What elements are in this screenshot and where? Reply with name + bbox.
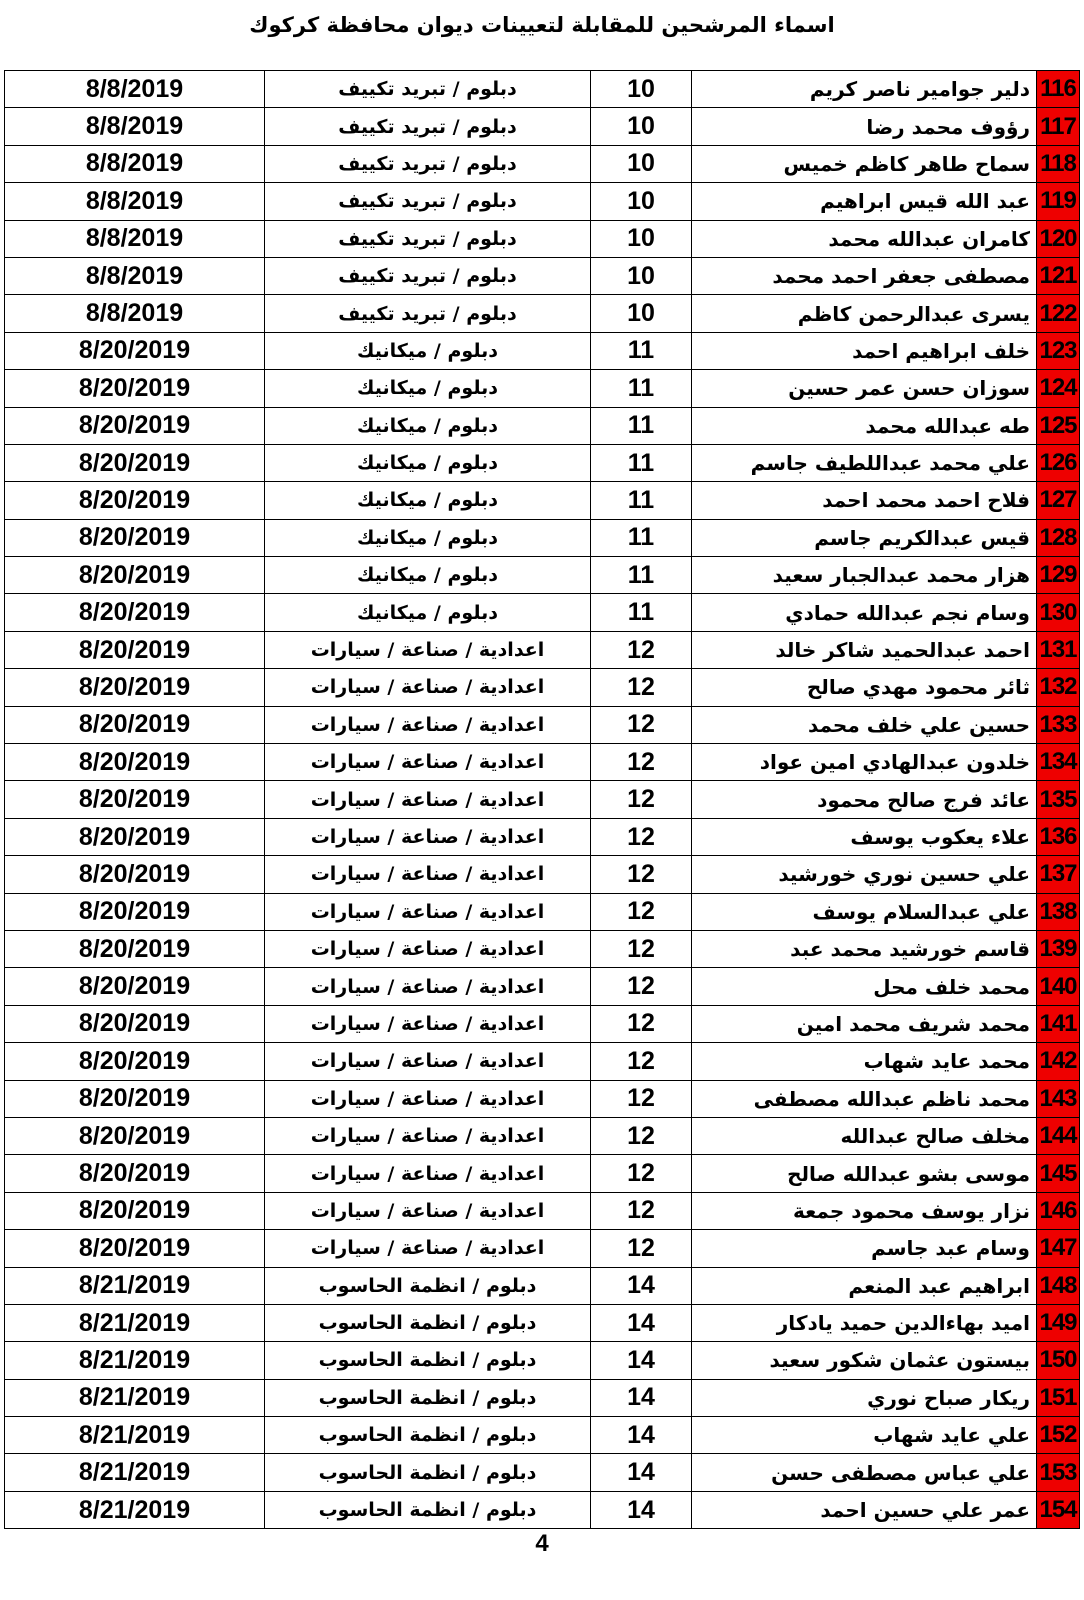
candidate-name-cell: موسى بشو عبدالله صالح	[692, 1155, 1037, 1192]
table-row	[5, 257, 1080, 294]
group-number-cell: 12	[591, 1155, 692, 1192]
table-row	[5, 1117, 1080, 1154]
table-row	[5, 1454, 1080, 1491]
interview-date-cell: 8/21/2019	[5, 1304, 265, 1341]
table-row	[5, 594, 1080, 631]
serial-number-cell: 144	[1037, 1117, 1080, 1154]
group-number-cell: 12	[591, 1043, 692, 1080]
table-row	[5, 444, 1080, 481]
specialization-cell: دبلوم / انظمة الحاسوب	[265, 1267, 591, 1304]
candidate-name-cell: محمد عايد شهاب	[692, 1043, 1037, 1080]
serial-number-cell: 129	[1037, 557, 1080, 594]
interview-date-cell: 8/21/2019	[5, 1379, 265, 1416]
interview-date-cell: 8/20/2019	[5, 519, 265, 556]
group-number-cell: 10	[591, 220, 692, 257]
specialization-cell: اعدادية / صناعة / سيارات	[265, 1080, 591, 1117]
specialization-cell: اعدادية / صناعة / سيارات	[265, 893, 591, 930]
group-number-cell: 10	[591, 71, 692, 108]
serial-number-cell: 131	[1037, 631, 1080, 668]
serial-number-cell: 116	[1037, 71, 1080, 108]
candidate-name-cell: فلاح احمد محمد احمد	[692, 482, 1037, 519]
page-number: 4	[535, 1530, 549, 1557]
serial-number-cell: 146	[1037, 1192, 1080, 1229]
interview-date-cell: 8/21/2019	[5, 1491, 265, 1528]
serial-number-cell: 137	[1037, 856, 1080, 893]
table-row	[5, 669, 1080, 706]
specialization-cell: اعدادية / صناعة / سيارات	[265, 968, 591, 1005]
interview-date-cell: 8/21/2019	[5, 1267, 265, 1304]
specialization-cell: دبلوم / ميكانيك	[265, 594, 591, 631]
table-row	[5, 71, 1080, 108]
specialization-cell: دبلوم / انظمة الحاسوب	[265, 1304, 591, 1341]
candidate-name-cell: حسين علي خلف محمد	[692, 706, 1037, 743]
serial-number-cell: 135	[1037, 781, 1080, 818]
interview-date-cell: 8/20/2019	[5, 594, 265, 631]
interview-date-cell: 8/8/2019	[5, 108, 265, 145]
group-number-cell: 11	[591, 594, 692, 631]
serial-number-cell: 147	[1037, 1230, 1080, 1267]
specialization-cell: دبلوم / ميكانيك	[265, 370, 591, 407]
serial-number-cell: 142	[1037, 1043, 1080, 1080]
candidate-name-cell: نزار يوسف محمود جمعة	[692, 1192, 1037, 1229]
table-row	[5, 856, 1080, 893]
table-row	[5, 220, 1080, 257]
serial-number-cell: 123	[1037, 332, 1080, 369]
candidate-name-cell: علي عايد شهاب	[692, 1417, 1037, 1454]
group-number-cell: 12	[591, 1080, 692, 1117]
serial-number-cell: 124	[1037, 370, 1080, 407]
interview-date-cell: 8/21/2019	[5, 1454, 265, 1491]
candidate-name-cell: مصطفى جعفر احمد محمد	[692, 257, 1037, 294]
candidate-name-cell: اميد بهاءالدين حميد يادكار	[692, 1304, 1037, 1341]
specialization-cell: اعدادية / صناعة / سيارات	[265, 1043, 591, 1080]
group-number-cell: 10	[591, 145, 692, 182]
serial-number-cell: 148	[1037, 1267, 1080, 1304]
candidate-name-cell: طه عبدالله محمد	[692, 407, 1037, 444]
group-number-cell: 11	[591, 370, 692, 407]
table-row	[5, 1080, 1080, 1117]
table-row	[5, 631, 1080, 668]
group-number-cell: 10	[591, 295, 692, 332]
candidate-name-cell: ابراهيم عبد المنعم	[692, 1267, 1037, 1304]
interview-date-cell: 8/8/2019	[5, 295, 265, 332]
table-row	[5, 295, 1080, 332]
candidate-name-cell: وسام عبد جاسم	[692, 1230, 1037, 1267]
serial-number-cell: 126	[1037, 444, 1080, 481]
group-number-cell: 12	[591, 781, 692, 818]
candidate-name-cell: سوزان حسن عمر حسين	[692, 370, 1037, 407]
table-row	[5, 1005, 1080, 1042]
table-row	[5, 818, 1080, 855]
serial-number-cell: 138	[1037, 893, 1080, 930]
table-row	[5, 1230, 1080, 1267]
candidate-name-cell: علي محمد عبداللطيف جاسم	[692, 444, 1037, 481]
specialization-cell: دبلوم / تبريد تكييف	[265, 183, 591, 220]
group-number-cell: 14	[591, 1267, 692, 1304]
serial-number-cell: 132	[1037, 669, 1080, 706]
group-number-cell: 12	[591, 744, 692, 781]
table-row	[5, 145, 1080, 182]
interview-date-cell: 8/20/2019	[5, 1005, 265, 1042]
candidate-name-cell: دلير جوامير ناصر كريم	[692, 71, 1037, 108]
specialization-cell: اعدادية / صناعة / سيارات	[265, 631, 591, 668]
candidate-name-cell: محمد خلف محل	[692, 968, 1037, 1005]
serial-number-cell: 130	[1037, 594, 1080, 631]
serial-number-cell: 127	[1037, 482, 1080, 519]
serial-number-cell: 134	[1037, 744, 1080, 781]
interview-date-cell: 8/20/2019	[5, 930, 265, 967]
interview-date-cell: 8/20/2019	[5, 407, 265, 444]
candidate-name-cell: عائد فرج صالح محمود	[692, 781, 1037, 818]
table-row	[5, 1417, 1080, 1454]
candidate-name-cell: وسام نجم عبدالله حمادي	[692, 594, 1037, 631]
interview-date-cell: 8/20/2019	[5, 444, 265, 481]
group-number-cell: 11	[591, 332, 692, 369]
specialization-cell: دبلوم / تبريد تكييف	[265, 257, 591, 294]
candidate-name-cell: مخلف صالح عبدالله	[692, 1117, 1037, 1154]
serial-number-cell: 153	[1037, 1454, 1080, 1491]
specialization-cell: دبلوم / تبريد تكييف	[265, 145, 591, 182]
candidate-name-cell: علي عباس مصطفى حسن	[692, 1454, 1037, 1491]
table-row	[5, 930, 1080, 967]
serial-number-cell: 151	[1037, 1379, 1080, 1416]
interview-date-cell: 8/20/2019	[5, 856, 265, 893]
interview-date-cell: 8/21/2019	[5, 1417, 265, 1454]
serial-number-cell: 143	[1037, 1080, 1080, 1117]
serial-number-cell: 120	[1037, 220, 1080, 257]
specialization-cell: دبلوم / انظمة الحاسوب	[265, 1417, 591, 1454]
table-row	[5, 519, 1080, 556]
serial-number-cell: 118	[1037, 145, 1080, 182]
group-number-cell: 12	[591, 818, 692, 855]
specialization-cell: اعدادية / صناعة / سيارات	[265, 1005, 591, 1042]
serial-number-cell: 139	[1037, 930, 1080, 967]
candidate-name-cell: خلدون عبدالهادي امين عواد	[692, 744, 1037, 781]
group-number-cell: 14	[591, 1417, 692, 1454]
serial-number-cell: 121	[1037, 257, 1080, 294]
specialization-cell: دبلوم / ميكانيك	[265, 519, 591, 556]
specialization-cell: اعدادية / صناعة / سيارات	[265, 781, 591, 818]
specialization-cell: دبلوم / تبريد تكييف	[265, 220, 591, 257]
candidate-name-cell: قاسم خورشيد محمد عبد	[692, 930, 1037, 967]
candidate-name-cell: علي عبدالسلام يوسف	[692, 893, 1037, 930]
table-row	[5, 1043, 1080, 1080]
group-number-cell: 11	[591, 482, 692, 519]
candidate-name-cell: خلف ابراهيم احمد	[692, 332, 1037, 369]
candidate-name-cell: قيس عبدالكريم جاسم	[692, 519, 1037, 556]
table-row	[5, 968, 1080, 1005]
table-row	[5, 407, 1080, 444]
interview-date-cell: 8/20/2019	[5, 968, 265, 1005]
group-number-cell: 10	[591, 108, 692, 145]
interview-date-cell: 8/20/2019	[5, 332, 265, 369]
group-number-cell: 11	[591, 444, 692, 481]
group-number-cell: 10	[591, 257, 692, 294]
table-row	[5, 332, 1080, 369]
serial-number-cell: 150	[1037, 1342, 1080, 1379]
serial-number-cell: 154	[1037, 1491, 1080, 1528]
group-number-cell: 11	[591, 519, 692, 556]
specialization-cell: اعدادية / صناعة / سيارات	[265, 706, 591, 743]
interview-date-cell: 8/20/2019	[5, 1192, 265, 1229]
specialization-cell: دبلوم / ميكانيك	[265, 482, 591, 519]
specialization-cell: دبلوم / ميكانيك	[265, 332, 591, 369]
group-number-cell: 12	[591, 893, 692, 930]
specialization-cell: اعدادية / صناعة / سيارات	[265, 856, 591, 893]
serial-number-cell: 125	[1037, 407, 1080, 444]
specialization-cell: دبلوم / انظمة الحاسوب	[265, 1379, 591, 1416]
interview-date-cell: 8/20/2019	[5, 669, 265, 706]
specialization-cell: دبلوم / تبريد تكييف	[265, 108, 591, 145]
candidate-name-cell: علاء يعكوب يوسف	[692, 818, 1037, 855]
table-row	[5, 893, 1080, 930]
candidate-name-cell: محمد شريف محمد امين	[692, 1005, 1037, 1042]
specialization-cell: دبلوم / انظمة الحاسوب	[265, 1454, 591, 1491]
serial-number-cell: 133	[1037, 706, 1080, 743]
interview-date-cell: 8/20/2019	[5, 1043, 265, 1080]
interview-date-cell: 8/20/2019	[5, 893, 265, 930]
interview-date-cell: 8/20/2019	[5, 370, 265, 407]
interview-date-cell: 8/20/2019	[5, 1230, 265, 1267]
interview-date-cell: 8/20/2019	[5, 631, 265, 668]
interview-date-cell: 8/20/2019	[5, 818, 265, 855]
candidate-name-cell: علي حسين نوري خورشيد	[692, 856, 1037, 893]
serial-number-cell: 136	[1037, 818, 1080, 855]
group-number-cell: 10	[591, 183, 692, 220]
group-number-cell: 12	[591, 1005, 692, 1042]
interview-date-cell: 8/20/2019	[5, 1080, 265, 1117]
group-number-cell: 12	[591, 1230, 692, 1267]
group-number-cell: 12	[591, 1117, 692, 1154]
candidate-name-cell: كامران عبدالله محمد	[692, 220, 1037, 257]
specialization-cell: اعدادية / صناعة / سيارات	[265, 669, 591, 706]
interview-date-cell: 8/8/2019	[5, 257, 265, 294]
table-row	[5, 183, 1080, 220]
group-number-cell: 12	[591, 968, 692, 1005]
table-row	[5, 1491, 1080, 1528]
candidate-name-cell: سماح طاهر كاظم خميس	[692, 145, 1037, 182]
table-row	[5, 370, 1080, 407]
table-row	[5, 1304, 1080, 1341]
group-number-cell: 11	[591, 557, 692, 594]
group-number-cell: 12	[591, 1192, 692, 1229]
candidate-name-cell: ثائر محمود مهدي صالح	[692, 669, 1037, 706]
serial-number-cell: 128	[1037, 519, 1080, 556]
candidate-name-cell: بيستون عثمان شكور سعيد	[692, 1342, 1037, 1379]
specialization-cell: اعدادية / صناعة / سيارات	[265, 1117, 591, 1154]
serial-number-cell: 141	[1037, 1005, 1080, 1042]
specialization-cell: دبلوم / انظمة الحاسوب	[265, 1342, 591, 1379]
serial-number-cell: 140	[1037, 968, 1080, 1005]
group-number-cell: 12	[591, 930, 692, 967]
table-row	[5, 108, 1080, 145]
specialization-cell: اعدادية / صناعة / سيارات	[265, 1155, 591, 1192]
table-row	[5, 744, 1080, 781]
interview-date-cell: 8/20/2019	[5, 781, 265, 818]
table-row	[5, 482, 1080, 519]
serial-number-cell: 117	[1037, 108, 1080, 145]
specialization-cell: دبلوم / انظمة الحاسوب	[265, 1491, 591, 1528]
table-row	[5, 1267, 1080, 1304]
group-number-cell: 14	[591, 1304, 692, 1341]
candidate-name-cell: عبد الله قيس ابراهيم	[692, 183, 1037, 220]
page-title: اسماء المرشحين للمقابلة لتعيينات ديوان محافظة كركوك	[249, 13, 835, 37]
group-number-cell: 11	[591, 407, 692, 444]
candidate-name-cell: محمد ناظم عبدالله مصطفى	[692, 1080, 1037, 1117]
group-number-cell: 14	[591, 1342, 692, 1379]
table-row	[5, 557, 1080, 594]
serial-number-cell: 152	[1037, 1417, 1080, 1454]
table-row	[5, 706, 1080, 743]
candidate-name-cell: يسرى عبدالرحمن كاظم	[692, 295, 1037, 332]
table-row	[5, 781, 1080, 818]
serial-number-cell: 122	[1037, 295, 1080, 332]
group-number-cell: 14	[591, 1379, 692, 1416]
specialization-cell: دبلوم / تبريد تكييف	[265, 71, 591, 108]
specialization-cell: اعدادية / صناعة / سيارات	[265, 930, 591, 967]
specialization-cell: دبلوم / ميكانيك	[265, 557, 591, 594]
specialization-cell: اعدادية / صناعة / سيارات	[265, 1192, 591, 1229]
group-number-cell: 14	[591, 1454, 692, 1491]
serial-number-cell: 145	[1037, 1155, 1080, 1192]
group-number-cell: 12	[591, 669, 692, 706]
serial-number-cell: 119	[1037, 183, 1080, 220]
interview-date-cell: 8/8/2019	[5, 145, 265, 182]
interview-date-cell: 8/8/2019	[5, 71, 265, 108]
group-number-cell: 14	[591, 1491, 692, 1528]
table-row	[5, 1155, 1080, 1192]
interview-date-cell: 8/20/2019	[5, 557, 265, 594]
interview-date-cell: 8/20/2019	[5, 1155, 265, 1192]
candidate-name-cell: عمر علي حسين احمد	[692, 1491, 1037, 1528]
candidate-name-cell: احمد عبدالحميد شاكر خالد	[692, 631, 1037, 668]
specialization-cell: دبلوم / ميكانيك	[265, 444, 591, 481]
table-row	[5, 1379, 1080, 1416]
interview-date-cell: 8/20/2019	[5, 744, 265, 781]
group-number-cell: 12	[591, 631, 692, 668]
candidate-name-cell: رؤوف محمد رضا	[692, 108, 1037, 145]
candidates-table-body	[5, 71, 1080, 1529]
interview-date-cell: 8/20/2019	[5, 1117, 265, 1154]
group-number-cell: 12	[591, 856, 692, 893]
serial-number-cell: 149	[1037, 1304, 1080, 1341]
candidates-table	[4, 70, 1080, 1529]
candidate-name-cell: ريكار صباح نوري	[692, 1379, 1037, 1416]
specialization-cell: اعدادية / صناعة / سيارات	[265, 744, 591, 781]
interview-date-cell: 8/8/2019	[5, 183, 265, 220]
group-number-cell: 12	[591, 706, 692, 743]
specialization-cell: اعدادية / صناعة / سيارات	[265, 818, 591, 855]
table-row	[5, 1342, 1080, 1379]
specialization-cell: اعدادية / صناعة / سيارات	[265, 1230, 591, 1267]
interview-date-cell: 8/8/2019	[5, 220, 265, 257]
specialization-cell: دبلوم / ميكانيك	[265, 407, 591, 444]
table-row	[5, 1192, 1080, 1229]
candidate-name-cell: هزار محمد عبدالجبار سعيد	[692, 557, 1037, 594]
specialization-cell: دبلوم / تبريد تكييف	[265, 295, 591, 332]
interview-date-cell: 8/21/2019	[5, 1342, 265, 1379]
interview-date-cell: 8/20/2019	[5, 706, 265, 743]
interview-date-cell: 8/20/2019	[5, 482, 265, 519]
